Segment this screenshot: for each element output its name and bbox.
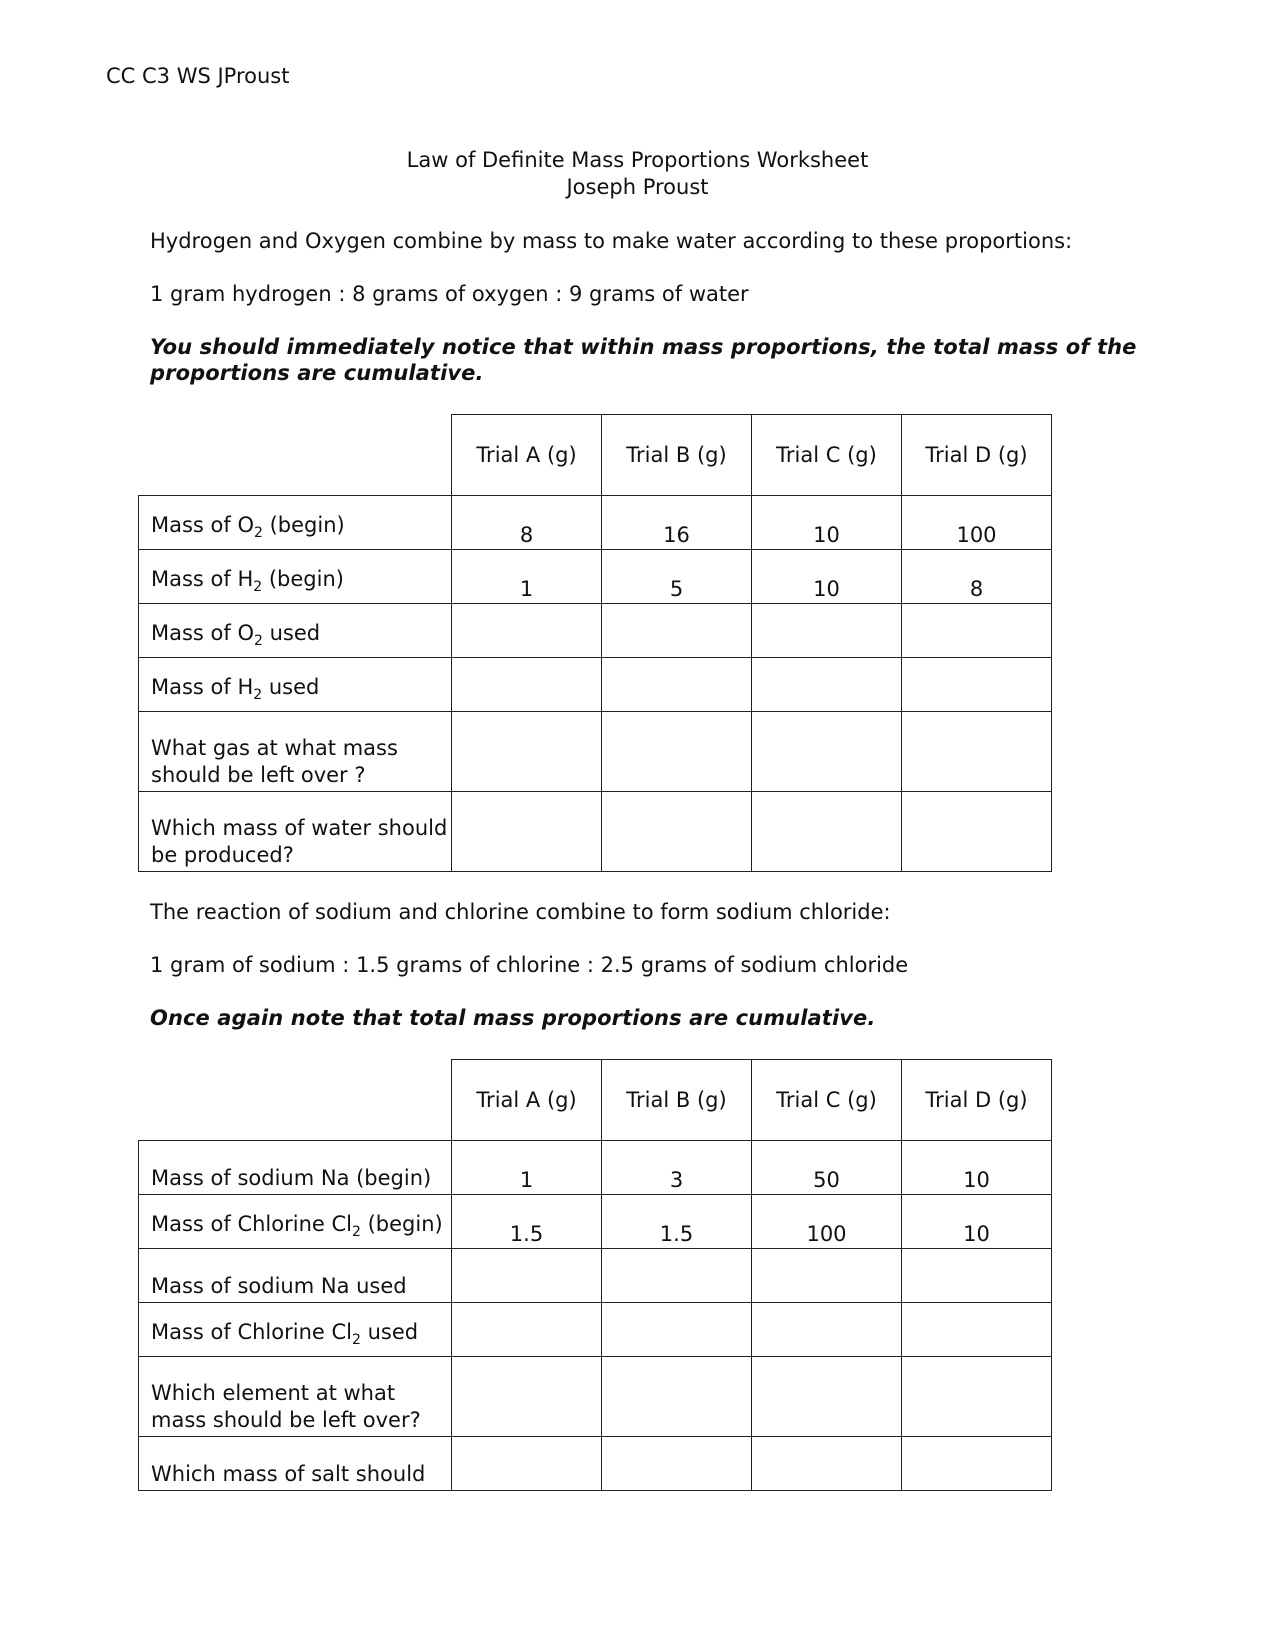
row-label bbox=[139, 658, 452, 712]
section2-ratio: 1 gram of sodium : 1.5 grams of chlorine : 2.5 grams of sodium chloride bbox=[150, 953, 909, 977]
value-cell[interactable] bbox=[602, 1357, 752, 1437]
subscript: 2 bbox=[253, 579, 263, 595]
value-cell[interactable] bbox=[602, 1437, 752, 1491]
value-cell[interactable] bbox=[602, 604, 752, 658]
table-row bbox=[139, 496, 1052, 550]
row-label-suffix: used bbox=[262, 620, 321, 645]
row-label bbox=[139, 1437, 452, 1491]
value-cell[interactable] bbox=[902, 792, 1052, 872]
water-table bbox=[138, 414, 1052, 872]
section1-ratio: 1 gram hydrogen : 8 grams of oxygen : 9 grams of water bbox=[150, 282, 749, 306]
value-cell: 8 bbox=[452, 496, 602, 550]
row-label-suffix: used bbox=[360, 1319, 419, 1344]
table-row bbox=[139, 658, 1052, 712]
table-row bbox=[139, 1437, 1052, 1491]
row-label bbox=[139, 712, 452, 792]
subscript: 2 bbox=[254, 633, 263, 649]
value-cell[interactable] bbox=[902, 1303, 1052, 1357]
value-cell[interactable] bbox=[902, 604, 1052, 658]
value-cell[interactable] bbox=[452, 604, 602, 658]
value-cell[interactable] bbox=[452, 1249, 602, 1303]
value-cell[interactable] bbox=[602, 792, 752, 872]
column-header: Trial D (g) bbox=[902, 1060, 1052, 1141]
subscript: 2 bbox=[352, 1332, 361, 1348]
value-cell[interactable] bbox=[452, 712, 602, 792]
value-cell[interactable] bbox=[902, 1437, 1052, 1491]
section1-note-line1: You should immediately notice that within mass proportions, the total mass of the bbox=[150, 335, 1137, 359]
table-row bbox=[139, 550, 1052, 604]
row-label-line: mass should be left over? bbox=[151, 1408, 421, 1432]
subscript: 2 bbox=[254, 525, 263, 541]
row-label bbox=[139, 1249, 452, 1303]
column-header: Trial D (g) bbox=[902, 415, 1052, 496]
row-label bbox=[139, 792, 452, 872]
section2-note: Once again note that total mass proportions are cumulative. bbox=[150, 1006, 876, 1030]
value-cell: 50 bbox=[752, 1141, 902, 1195]
row-label-suffix: (begin) bbox=[262, 512, 345, 537]
value-cell[interactable] bbox=[602, 712, 752, 792]
corner-cell bbox=[139, 415, 452, 496]
value-cell: 1.5 bbox=[452, 1195, 602, 1249]
row-label-line: What gas at what mass bbox=[151, 736, 398, 760]
row-label-text: Mass of sodium Na used bbox=[151, 1274, 407, 1298]
value-cell: 1 bbox=[452, 1141, 602, 1195]
section1-intro: Hydrogen and Oxygen combine by mass to make water according to these proportions: bbox=[150, 229, 1073, 253]
value-cell: 5 bbox=[602, 550, 752, 604]
value-cell: 3 bbox=[602, 1141, 752, 1195]
salt-table bbox=[138, 1059, 1052, 1491]
column-header: Trial A (g) bbox=[452, 415, 602, 496]
row-label-text: Mass of O bbox=[151, 512, 254, 537]
value-cell: 100 bbox=[902, 496, 1052, 550]
value-cell[interactable] bbox=[752, 1437, 902, 1491]
column-header: Trial C (g) bbox=[752, 1060, 902, 1141]
row-label-text: Mass of H bbox=[151, 566, 254, 591]
row-label-suffix: used bbox=[262, 674, 320, 699]
value-cell: 10 bbox=[902, 1141, 1052, 1195]
value-cell[interactable] bbox=[902, 712, 1052, 792]
value-cell[interactable] bbox=[452, 1437, 602, 1491]
row-label bbox=[139, 550, 452, 604]
row-label-line: should be left over ? bbox=[151, 763, 366, 787]
section1-note-line2: proportions are cumulative. bbox=[150, 361, 484, 385]
value-cell[interactable] bbox=[902, 1357, 1052, 1437]
row-label-line: Which mass of water should bbox=[151, 816, 448, 840]
table-row bbox=[139, 1195, 1052, 1249]
table-row bbox=[139, 604, 1052, 658]
value-cell[interactable] bbox=[452, 658, 602, 712]
row-label bbox=[139, 604, 452, 658]
value-cell: 1.5 bbox=[602, 1195, 752, 1249]
value-cell[interactable] bbox=[752, 1303, 902, 1357]
value-cell[interactable] bbox=[752, 792, 902, 872]
row-label-line: Which mass of salt should bbox=[151, 1462, 426, 1486]
row-label-text: Mass of sodium Na (begin) bbox=[151, 1166, 432, 1190]
value-cell: 8 bbox=[902, 550, 1052, 604]
value-cell[interactable] bbox=[452, 1357, 602, 1437]
row-label bbox=[139, 1141, 452, 1195]
section2-intro: The reaction of sodium and chlorine combine to form sodium chloride: bbox=[150, 900, 891, 924]
value-cell: 10 bbox=[902, 1195, 1052, 1249]
subscript: 2 bbox=[352, 1224, 361, 1240]
value-cell[interactable] bbox=[902, 1249, 1052, 1303]
worksheet-title: Law of Definite Mass Proportions Worksheet bbox=[406, 148, 869, 172]
row-label-text: Mass of Chlorine Cl bbox=[151, 1211, 352, 1236]
value-cell[interactable] bbox=[752, 1357, 902, 1437]
table-row bbox=[139, 712, 1052, 792]
row-label-line: be produced? bbox=[151, 843, 294, 867]
row-label-text: Mass of Chlorine Cl bbox=[151, 1319, 352, 1344]
table-row bbox=[139, 1141, 1052, 1195]
subscript: 2 bbox=[253, 687, 263, 703]
row-label-suffix: (begin) bbox=[262, 566, 344, 591]
value-cell: 100 bbox=[752, 1195, 902, 1249]
column-header: Trial B (g) bbox=[602, 1060, 752, 1141]
worksheet-subtitle: Joseph Proust bbox=[566, 175, 709, 199]
value-cell[interactable] bbox=[752, 658, 902, 712]
row-label bbox=[139, 1357, 452, 1437]
table-row bbox=[139, 792, 1052, 872]
document-code: CC C3 WS JProust bbox=[106, 64, 290, 88]
column-header: Trial A (g) bbox=[452, 1060, 602, 1141]
value-cell[interactable] bbox=[752, 712, 902, 792]
corner-cell bbox=[139, 1060, 452, 1141]
column-header: Trial C (g) bbox=[752, 415, 902, 496]
value-cell[interactable] bbox=[752, 1249, 902, 1303]
row-label-text: Mass of H bbox=[151, 674, 254, 699]
row-label bbox=[139, 1195, 452, 1249]
row-label-line: Which element at what bbox=[151, 1381, 396, 1405]
row-label-suffix: (begin) bbox=[360, 1211, 443, 1236]
table-row bbox=[139, 1357, 1052, 1437]
value-cell[interactable] bbox=[602, 1249, 752, 1303]
value-cell: 1 bbox=[452, 550, 602, 604]
row-label bbox=[139, 496, 452, 550]
row-label bbox=[139, 1303, 452, 1357]
value-cell[interactable] bbox=[902, 658, 1052, 712]
value-cell: 10 bbox=[752, 496, 902, 550]
value-cell[interactable] bbox=[752, 604, 902, 658]
value-cell[interactable] bbox=[452, 1303, 602, 1357]
value-cell[interactable] bbox=[602, 1303, 752, 1357]
value-cell[interactable] bbox=[602, 658, 752, 712]
value-cell[interactable] bbox=[452, 792, 602, 872]
column-header: Trial B (g) bbox=[602, 415, 752, 496]
value-cell: 16 bbox=[602, 496, 752, 550]
table-row bbox=[139, 1303, 1052, 1357]
value-cell: 10 bbox=[752, 550, 902, 604]
row-label-text: Mass of O bbox=[151, 620, 254, 645]
table-row bbox=[139, 1249, 1052, 1303]
